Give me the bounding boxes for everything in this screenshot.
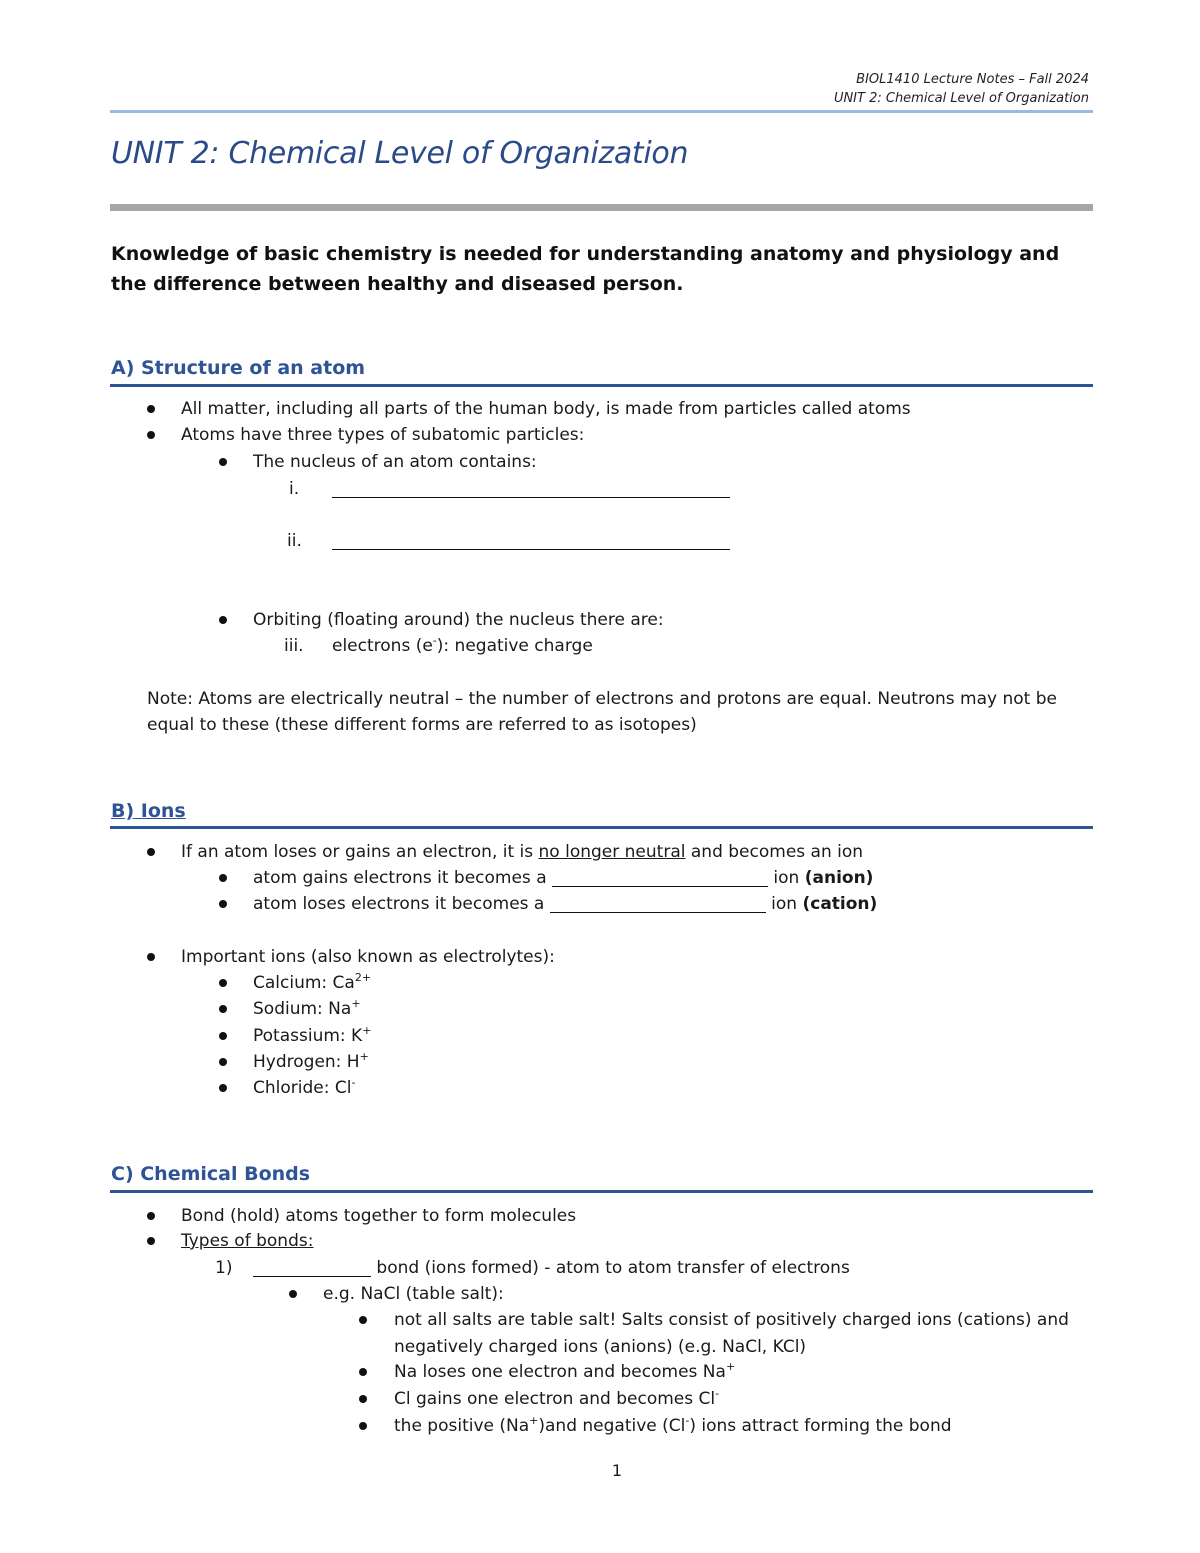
ion-item: [253, 971, 371, 995]
text: Potassium: K: [253, 1026, 363, 1046]
superscript: 2+: [354, 971, 372, 984]
text: Chloride: Cl: [253, 1078, 352, 1098]
list-item: e.g. NaCl (table salt):: [323, 1284, 504, 1304]
text: ): negative charge: [436, 636, 593, 656]
list-item: Orbiting (floating around) the nucleus there are:: [253, 610, 664, 630]
text: the positive (Na: [394, 1416, 530, 1436]
fill-in-blank: [332, 477, 730, 501]
text: Calcium: Ca: [253, 973, 355, 993]
bullet-icon: [219, 979, 227, 987]
note-line: equal to these (these different forms are referred to as isotopes): [147, 715, 697, 735]
text: Na loses one electron and becomes Na: [394, 1362, 726, 1382]
list-number: 1): [215, 1258, 233, 1278]
bullet-icon: [219, 900, 227, 908]
bullet-icon: [147, 405, 155, 413]
section-b-heading-text: B) Ions: [111, 800, 186, 822]
header-rule: [110, 110, 1093, 113]
text: ion: [765, 894, 803, 914]
list-item: The nucleus of an atom contains:: [253, 452, 537, 472]
text: ) ions attract forming the bond: [689, 1416, 952, 1436]
text: bond (ions formed) - atom to atom transfer of electrons: [371, 1258, 850, 1278]
superscript: -: [715, 1387, 720, 1400]
text: ion: [768, 868, 805, 888]
note-line: Note: Atoms are electrically neutral – the number of electrons and protons are equal. Neutrons may not be: [147, 689, 1057, 709]
list-item: [394, 1360, 735, 1384]
fill-in-blank: [332, 529, 730, 553]
section-a-rule: [110, 384, 1093, 387]
bullet-icon: [359, 1368, 367, 1376]
bullet-icon: [219, 458, 227, 466]
section-b-heading: [111, 800, 186, 822]
superscript: -: [351, 1076, 356, 1089]
list-item: Bond (hold) atoms together to form molecules: [181, 1206, 577, 1226]
text: atom loses electrons it becomes a: [253, 894, 550, 914]
list-item: [332, 634, 593, 658]
section-c-heading: C) Chemical Bonds: [111, 1163, 311, 1185]
text: and becomes an ion: [685, 842, 864, 862]
section-a-heading: A) Structure of an atom: [111, 357, 366, 379]
superscript: +: [359, 1050, 369, 1063]
text: Sodium: Na: [253, 999, 352, 1019]
roman-numeral: i.: [289, 479, 300, 499]
bold-text: (cation): [802, 894, 878, 914]
text: If an atom loses or gains an electron, it is: [181, 842, 539, 862]
list-item: [181, 1229, 313, 1253]
text: atom gains electrons it becomes a: [253, 868, 553, 888]
bullet-icon: [219, 1058, 227, 1066]
list-item: [394, 1414, 952, 1438]
title-rule: [110, 204, 1093, 211]
ion-item: [253, 1076, 355, 1100]
superscript: +: [362, 1024, 372, 1037]
text: electrons (e: [332, 636, 433, 656]
list-item: [253, 892, 877, 916]
header-unit: UNIT 2: Chemical Level of Organization: [833, 91, 1089, 106]
header-course: BIOL1410 Lecture Notes – Fall 2024: [856, 72, 1089, 87]
ion-item: [253, 997, 361, 1021]
fill-in-blank: [253, 1258, 371, 1277]
roman-numeral: iii.: [284, 636, 304, 656]
bullet-icon: [359, 1395, 367, 1403]
ion-item: [253, 1050, 369, 1074]
list-item: [253, 1256, 850, 1280]
list-item: Important ions (also known as electrolytes):: [181, 947, 555, 967]
bullet-icon: [219, 1032, 227, 1040]
ion-item: [253, 1024, 371, 1048]
bullet-icon: [219, 1084, 227, 1092]
text: Cl gains one electron and becomes Cl: [394, 1389, 716, 1409]
list-item: All matter, including all parts of the human body, is made from particles called atoms: [181, 399, 911, 419]
list-item: [394, 1387, 719, 1411]
list-item: Atoms have three types of subatomic particles:: [181, 425, 585, 445]
text: )and negative (Cl: [538, 1416, 686, 1436]
superscript: +: [529, 1414, 539, 1427]
superscript: +: [351, 997, 361, 1010]
section-c-rule: [110, 1190, 1093, 1193]
running-header: [834, 70, 1089, 108]
bullet-icon: [147, 431, 155, 439]
bullet-icon: [359, 1316, 367, 1324]
list-item-continuation: negatively charged ions (anions) (e.g. NaCl, KCl): [394, 1337, 807, 1357]
bullet-icon: [147, 953, 155, 961]
superscript: -: [685, 1414, 690, 1427]
bullet-icon: [359, 1422, 367, 1430]
page-title: UNIT 2: Chemical Level of Organization: [111, 136, 689, 171]
intro-paragraph: Knowledge of basic chemistry is needed for understanding anatomy and physiology and the difference between healthy and diseased person.: [111, 243, 1060, 295]
bullet-icon: [147, 1237, 155, 1245]
list-item: [253, 866, 873, 890]
superscript: +: [725, 1360, 736, 1373]
list-item: [181, 840, 863, 864]
fill-in-blank: [552, 868, 768, 887]
fill-in-blank: [550, 894, 766, 913]
bullet-icon: [219, 616, 227, 624]
bold-text: (anion): [804, 868, 874, 888]
bullet-icon: [219, 1005, 227, 1013]
superscript: -: [432, 634, 437, 647]
text: Hydrogen: H: [253, 1052, 360, 1072]
roman-numeral: ii.: [287, 531, 302, 551]
underlined-text: Types of bonds:: [181, 1231, 314, 1251]
page-number: 1: [611, 1461, 623, 1480]
bullet-icon: [219, 874, 227, 882]
underlined-text: no longer neutral: [538, 842, 686, 862]
section-b-rule: [110, 826, 1093, 829]
bullet-icon: [289, 1290, 297, 1298]
bullet-icon: [147, 848, 155, 856]
bullet-icon: [147, 1212, 155, 1220]
list-item: not all salts are table salt! Salts consist of positively charged ions (cations) and: [394, 1310, 1069, 1330]
